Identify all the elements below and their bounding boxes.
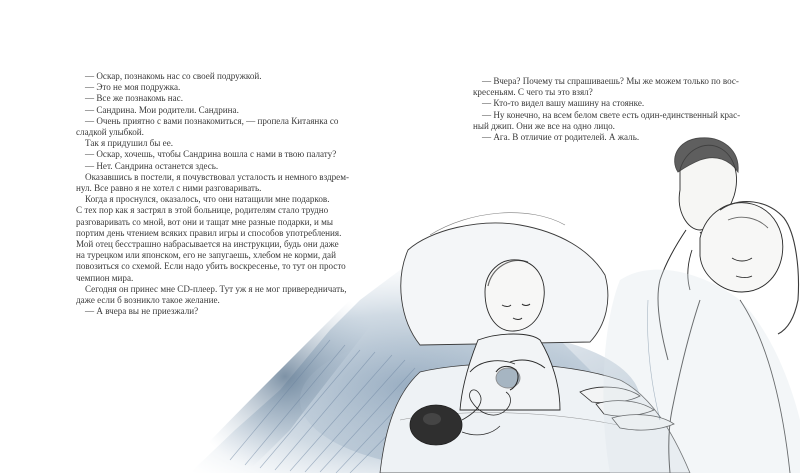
text-line: чемпион мира.	[76, 272, 134, 283]
text-line: — Очень приятно с вами познакомиться, — пропела Китаянка со	[85, 115, 339, 126]
text-line: Так я придушил бы ее.	[85, 138, 174, 149]
text-line: на турецком или японском, его не запугаешь, хлебом не корми, дай	[76, 250, 336, 261]
text-line: Когда я проснулся, оказалось, что они натащили мне подарков.	[85, 194, 330, 205]
text-line: — Оскар, познакомь нас со своей подружкой.	[85, 71, 262, 81]
text-line: — Сандрина. Мои родители. Сандрина.	[85, 104, 239, 115]
cd-player	[410, 405, 462, 445]
text-line: — Кто-то видел вашу машину на стоянке.	[482, 98, 645, 109]
text-line: — Вчера? Почему ты спрашиваешь? Мы же можем только по вос-	[482, 76, 739, 86]
text-line: портим день чтением всяких правил игры и способов употребления.	[76, 227, 342, 238]
text-line: — Это не моя подружка.	[85, 82, 181, 93]
text-line: даже если б возникло такое желание.	[76, 295, 220, 306]
text-line: — Ну конечно, на всем белом свете есть один-единственный крас-	[482, 109, 741, 120]
text-line: нул. Все равно я не хотел с ними разговаривать.	[76, 183, 262, 194]
text-line: Сегодня он принес мне CD-плеер. Тут уж я не мог привередничать,	[85, 283, 347, 294]
text-line: Оказавшись в постели, я почувствовал усталость и немного вздрем-	[85, 171, 349, 182]
text-line: Мой отец бесстрашно набрасывается на инструкции, будь они даже	[76, 239, 339, 250]
text-line: ный джип. Они же все на одно лицо.	[473, 120, 615, 131]
text-line: кресеньям. С чего ты это взял?	[473, 87, 593, 98]
text-line: — Все же познакомь нас.	[85, 93, 183, 104]
right-text-column	[473, 76, 741, 143]
text-line: разговаривать со мной, вот они и тащат мне разные подарки, и мы	[76, 216, 334, 227]
text-line: — Нет. Сандрина останется здесь.	[85, 160, 219, 171]
text-line: С тех пор как я застрял в этой больнице, родителям стало трудно	[76, 205, 329, 216]
text-line: — Оскар, хочешь, чтобы Сандрина вошла с нами в твою палату?	[85, 149, 337, 160]
text-line: повозиться со схемой. Если надо убить воскресенье, то тут он просто	[76, 261, 346, 272]
text-line: сладкой улыбкой.	[76, 127, 144, 138]
text-line: — Ага. В отличие от родителей. А жаль.	[482, 132, 640, 143]
left-text-column	[76, 71, 349, 317]
text-line: — А вчера вы не приезжали?	[85, 306, 199, 317]
